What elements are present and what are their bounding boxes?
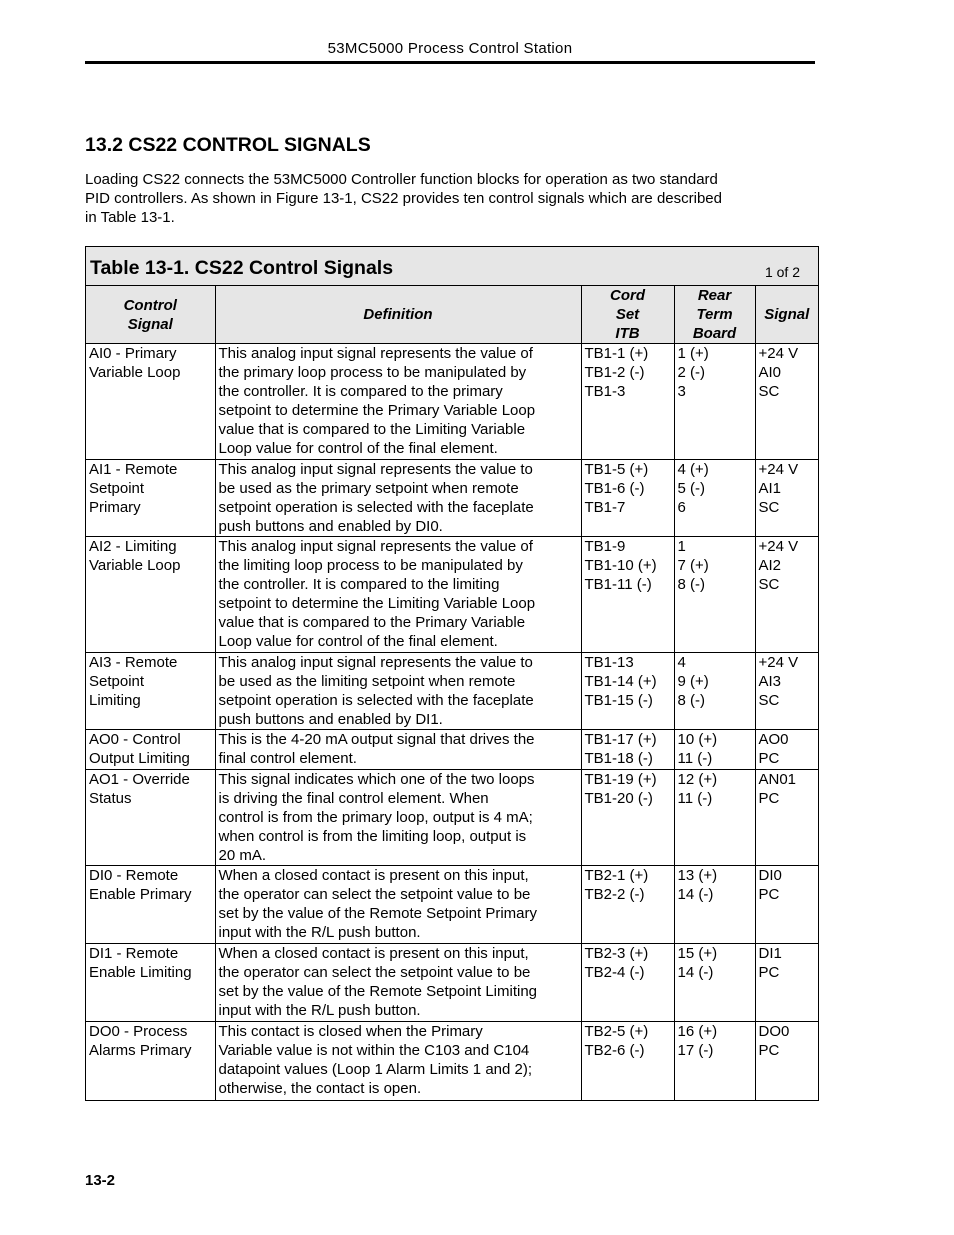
cell-line: 8 (-) <box>677 576 705 593</box>
cell-line: is driving the final control element. When <box>218 790 489 807</box>
cell-line: 20 mA. <box>218 847 267 864</box>
section-title: 13.2 CS22 CONTROL SIGNALS <box>85 134 371 156</box>
cell-itb <box>581 770 674 866</box>
cell-control <box>86 460 215 537</box>
cell-line: 5 (-) <box>677 480 705 497</box>
cell-control <box>86 866 215 944</box>
cell-line: This is the 4-20 mA output signal that drives the <box>218 731 535 748</box>
cell-line: Loop value for control of the final element. <box>218 633 498 650</box>
cell-control <box>86 730 215 770</box>
cell-rear <box>674 730 755 770</box>
cell-definition <box>215 537 581 653</box>
table-row <box>86 653 818 730</box>
cell-line: TB1-19 (+) <box>584 771 657 788</box>
cell-control <box>86 944 215 1022</box>
cell-line: TB1-6 (-) <box>584 480 645 497</box>
cell-signal <box>755 866 818 944</box>
cell-line: 15 (+) <box>677 945 718 962</box>
cell-line: PC <box>758 790 780 807</box>
cell-line: set by the value of the Remote Setpoint Primary <box>218 905 537 922</box>
cell-line: PC <box>758 1042 780 1059</box>
cell-line: This analog input signal represents the value of <box>218 538 533 555</box>
cell-line: This signal indicates which one of the two loops <box>218 771 535 788</box>
cell-definition <box>215 344 581 460</box>
intro-line: in Table 13-1. <box>85 209 175 226</box>
cell-line: Alarms Primary <box>89 1042 192 1059</box>
running-header: 53MC5000 Process Control Station <box>327 40 573 57</box>
cell-line: TB1-17 (+) <box>584 731 657 748</box>
cell-line: control is from the primary loop, output is 4 mA; <box>218 809 533 826</box>
column-header-line: Term <box>696 306 733 323</box>
column-header-signal <box>755 286 818 344</box>
cell-itb <box>581 866 674 944</box>
table-row <box>86 770 818 866</box>
cell-itb <box>581 730 674 770</box>
cell-line: setpoint to determine the Primary Variable Loop <box>218 402 536 419</box>
cell-line: TB1-2 (-) <box>584 364 645 381</box>
cell-line: the primary loop process to be manipulated by <box>218 364 527 381</box>
cell-line: 11 (-) <box>677 750 713 767</box>
cell-signal <box>755 770 818 866</box>
cell-line: PC <box>758 886 780 903</box>
column-header-line: Set <box>615 306 640 323</box>
cell-definition <box>215 653 581 730</box>
column-header-itb <box>581 286 674 344</box>
cell-line: When a closed contact is present on this input, <box>218 945 529 962</box>
cell-rear <box>674 537 755 653</box>
table-caption <box>86 247 818 286</box>
cell-line: 4 (+) <box>677 461 709 478</box>
cell-rear <box>674 460 755 537</box>
cell-line: Loop value for control of the final element. <box>218 440 498 457</box>
cell-rear <box>674 866 755 944</box>
cell-line: push buttons and enabled by DI0. <box>218 518 443 535</box>
cell-line: when control is from the limiting loop, output is <box>218 828 527 845</box>
cell-signal <box>755 344 818 460</box>
cell-line: AI2 <box>758 557 782 574</box>
header-rule <box>85 61 815 64</box>
column-header-rear <box>674 286 755 344</box>
cell-line: AI1 - Remote <box>89 461 178 478</box>
cell-line: This analog input signal represents the value to <box>218 461 533 478</box>
control-signals-table <box>85 246 819 1101</box>
cell-line: Setpoint <box>89 673 145 690</box>
column-header-definition <box>215 286 581 344</box>
cell-signal <box>755 653 818 730</box>
cell-itb <box>581 944 674 1022</box>
cell-line: 2 (-) <box>677 364 705 381</box>
cell-line: DI1 - Remote <box>89 945 179 962</box>
table-row <box>86 730 818 770</box>
cell-line: When a closed contact is present on this input, <box>218 867 529 884</box>
column-header-line: Control <box>123 296 177 314</box>
column-header-line: Board <box>692 325 737 342</box>
cell-line: setpoint operation is selected with the faceplate <box>218 692 534 709</box>
cell-line: 13 (+) <box>677 867 718 884</box>
cell-line: the limiting loop process to be manipulated by <box>218 557 523 574</box>
cell-line: This analog input signal represents the value to <box>218 654 533 671</box>
cell-line: TB2-3 (+) <box>584 945 649 962</box>
cell-line: AI3 <box>758 673 782 690</box>
cell-line: 4 <box>677 654 686 671</box>
table-body <box>86 344 818 1100</box>
cell-line: TB1-10 (+) <box>584 557 657 574</box>
cell-itb <box>581 653 674 730</box>
signals-table <box>86 286 818 1100</box>
cell-line: +24 V <box>758 538 799 555</box>
cell-line: TB1-14 (+) <box>584 673 657 690</box>
cell-rear <box>674 653 755 730</box>
cell-line: final control element. <box>218 750 357 767</box>
cell-line: input with the R/L push button. <box>218 924 421 941</box>
cell-line: +24 V <box>758 345 799 362</box>
cell-line: 11 (-) <box>677 790 713 807</box>
cell-line: the controller. It is compared to the limiting <box>218 576 500 593</box>
cell-line: DI0 <box>758 867 782 884</box>
cell-line: TB1-11 (-) <box>584 576 652 593</box>
column-header-line: Definition <box>363 306 433 323</box>
cell-signal <box>755 944 818 1022</box>
cell-line: TB2-1 (+) <box>584 867 649 884</box>
cell-line: the operator can select the setpoint value to be <box>218 886 531 903</box>
table-title: Table 13-1. CS22 Control Signals <box>90 257 394 279</box>
cell-line: DI0 - Remote <box>89 867 179 884</box>
page-number: 13-2 <box>85 1172 116 1189</box>
cell-line: Primary <box>89 499 141 516</box>
cell-line: TB1-7 <box>584 499 626 516</box>
cell-line: AI1 <box>758 480 782 497</box>
cell-rear <box>674 770 755 866</box>
cell-line: This analog input signal represents the value of <box>218 345 533 362</box>
cell-rear <box>674 944 755 1022</box>
cell-definition <box>215 944 581 1022</box>
cell-line: setpoint operation is selected with the faceplate <box>218 499 534 516</box>
column-header-line: Signal <box>764 306 810 323</box>
cell-line: AI0 <box>758 364 782 381</box>
cell-definition <box>215 770 581 866</box>
cell-signal <box>755 460 818 537</box>
cell-line: TB1-9 <box>584 538 626 555</box>
table-row <box>86 537 818 653</box>
cell-control <box>86 653 215 730</box>
cell-line: TB1-1 (+) <box>584 345 649 362</box>
cell-line: This contact is closed when the Primary <box>218 1023 483 1040</box>
cell-itb <box>581 460 674 537</box>
cell-line: 14 (-) <box>677 964 714 981</box>
cell-definition <box>215 866 581 944</box>
cell-line: SC <box>758 499 780 516</box>
cell-line: 12 (+) <box>677 771 718 788</box>
cell-line: 6 <box>677 499 686 516</box>
cell-line: TB1-15 (-) <box>584 692 653 709</box>
table-row <box>86 344 818 460</box>
cell-line: 1 (+) <box>677 345 709 362</box>
cell-line: input with the R/L push button. <box>218 1002 421 1019</box>
cell-line: 10 (+) <box>677 731 718 748</box>
cell-line: push buttons and enabled by DI1. <box>218 711 443 728</box>
cell-signal <box>755 1022 818 1100</box>
cell-definition <box>215 730 581 770</box>
intro-paragraph <box>85 170 815 227</box>
cell-line: setpoint to determine the Limiting Variable Loop <box>218 595 536 612</box>
cell-line: SC <box>758 576 780 593</box>
cell-line: Setpoint <box>89 480 145 497</box>
column-header-line: Signal <box>127 315 173 333</box>
cell-line: the controller. It is compared to the primary <box>218 383 503 400</box>
cell-line: SC <box>758 692 780 709</box>
table-row <box>86 460 818 537</box>
intro-line: PID controllers. As shown in Figure 13-1, CS22 provides ten control signals which are described <box>85 190 722 207</box>
cell-line: DI1 <box>758 945 782 962</box>
cell-line: be used as the primary setpoint when remote <box>218 480 519 497</box>
cell-line: 16 (+) <box>677 1023 718 1040</box>
cell-signal <box>755 537 818 653</box>
cell-line: TB1-13 <box>584 654 634 671</box>
cell-line: Enable Limiting <box>89 964 192 981</box>
cell-line: PC <box>758 750 780 767</box>
cell-line: +24 V <box>758 461 799 478</box>
cell-line: 1 <box>677 538 686 555</box>
table-row <box>86 866 818 944</box>
cell-line: 9 (+) <box>677 673 709 690</box>
cell-line: DO0 <box>758 1023 790 1040</box>
cell-line: the operator can select the setpoint value to be <box>218 964 531 981</box>
cell-line: 14 (-) <box>677 886 714 903</box>
cell-line: DO0 - Process <box>89 1023 188 1040</box>
cell-line: AO1 - Override <box>89 771 190 788</box>
cell-control <box>86 537 215 653</box>
cell-line: AO0 - Control <box>89 731 181 748</box>
cell-line: set by the value of the Remote Setpoint Limiting <box>218 983 538 1000</box>
column-header-line: Cord <box>610 287 645 304</box>
cell-definition <box>215 1022 581 1100</box>
cell-itb <box>581 537 674 653</box>
cell-line: AI3 - Remote <box>89 654 178 671</box>
cell-line: 8 (-) <box>677 692 705 709</box>
cell-line: value that is compared to the Primary Variable <box>218 614 526 631</box>
cell-line: Limiting <box>89 692 141 709</box>
cell-line: 7 (+) <box>677 557 709 574</box>
cell-line: datapoint values (Loop 1 Alarm Limits 1 and 2); <box>218 1061 533 1078</box>
cell-line: Output Limiting <box>89 750 190 767</box>
cell-line: TB2-2 (-) <box>584 886 645 903</box>
cell-line: be used as the limiting setpoint when remote <box>218 673 516 690</box>
cell-line: AI2 - Limiting <box>89 538 177 555</box>
cell-line: 17 (-) <box>677 1042 714 1059</box>
cell-line: Status <box>89 790 132 807</box>
table-page-indicator: 1 of 2 <box>764 264 800 280</box>
cell-line: PC <box>758 964 780 981</box>
column-header-line: Rear <box>697 287 732 304</box>
cell-control <box>86 344 215 460</box>
cell-line: TB1-18 (-) <box>584 750 653 767</box>
table-head <box>86 286 818 344</box>
cell-line: TB1-20 (-) <box>584 790 653 807</box>
cell-line: +24 V <box>758 654 799 671</box>
cell-line: TB1-3 <box>584 383 626 400</box>
cell-line: Enable Primary <box>89 886 192 903</box>
cell-line: otherwise, the contact is open. <box>218 1080 422 1097</box>
cell-rear <box>674 1022 755 1100</box>
cell-line: TB2-4 (-) <box>584 964 645 981</box>
cell-itb <box>581 344 674 460</box>
cell-itb <box>581 1022 674 1100</box>
cell-line: TB2-5 (+) <box>584 1023 649 1040</box>
cell-signal <box>755 730 818 770</box>
column-header-control <box>86 286 215 344</box>
table-row <box>86 944 818 1022</box>
cell-line: AI0 - Primary <box>89 345 177 362</box>
cell-line: value that is compared to the Limiting Variable <box>218 421 526 438</box>
cell-control <box>86 770 215 866</box>
cell-definition <box>215 460 581 537</box>
cell-control <box>86 1022 215 1100</box>
cell-line: AO0 <box>758 731 789 748</box>
cell-line: AN01 <box>758 771 797 788</box>
intro-line: Loading CS22 connects the 53MC5000 Controller function blocks for operation as two standard <box>85 171 718 188</box>
cell-line: TB2-6 (-) <box>584 1042 645 1059</box>
column-header-line: ITB <box>615 325 640 342</box>
cell-line: SC <box>758 383 780 400</box>
cell-line: Variable value is not within the C103 and C104 <box>218 1042 530 1059</box>
cell-line: Variable Loop <box>89 364 181 381</box>
cell-rear <box>674 344 755 460</box>
cell-line: TB1-5 (+) <box>584 461 649 478</box>
table-header-row <box>86 286 818 344</box>
cell-line: 3 <box>677 383 686 400</box>
table-row <box>86 1022 818 1100</box>
cell-line: Variable Loop <box>89 557 181 574</box>
